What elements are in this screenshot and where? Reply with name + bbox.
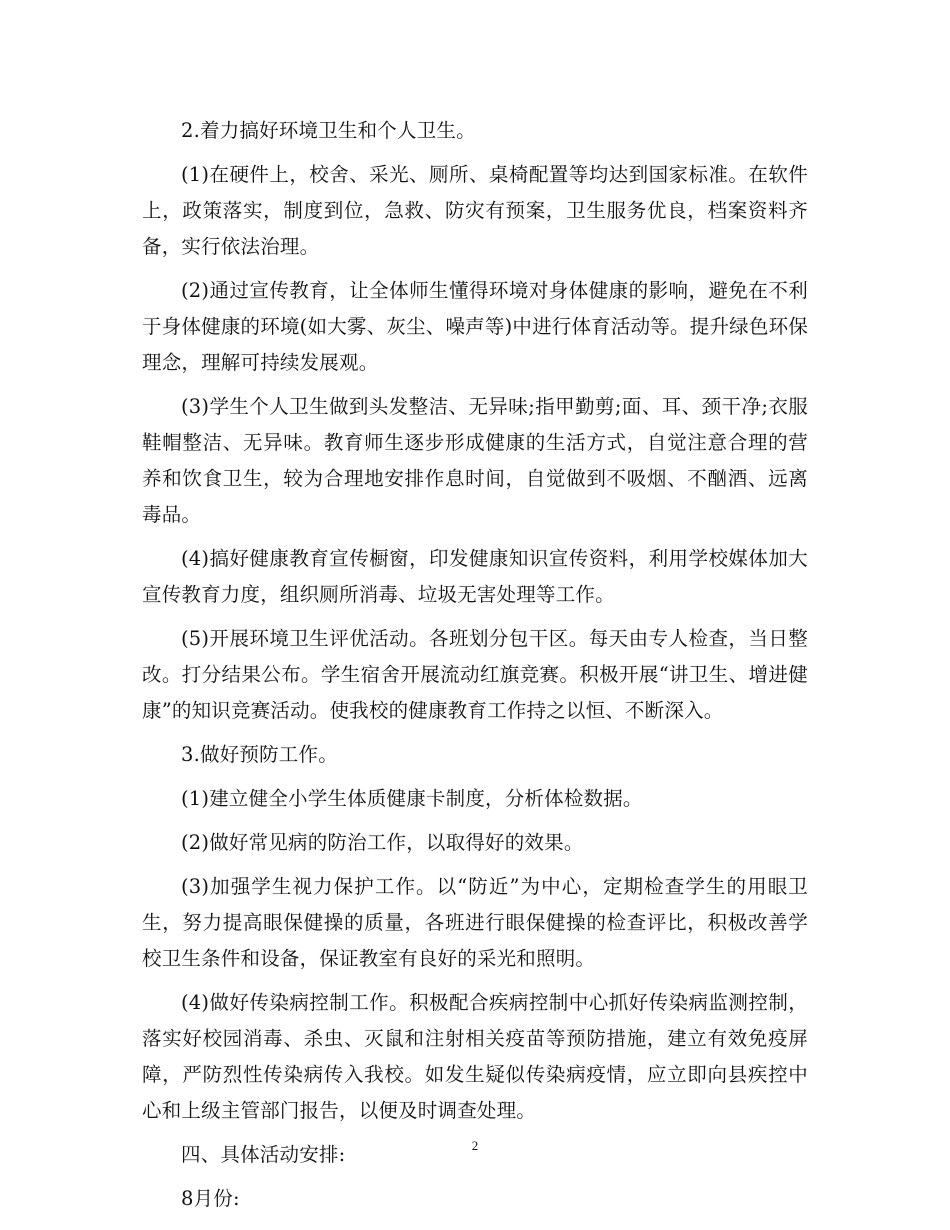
section-heading-4: 四、具体活动安排: <box>181 1143 346 1166</box>
paragraph-2-5: (5)开展环境卫生评优活动。各班划分包干区。每天由专人检查，当日整改。打分结果公布。学生宿舍开展流动红旗竞赛。积极开展“讲卫生、增进健康”的知识竞赛活动。使我校的健康教育工作持之以恒、不断深入。 <box>142 627 808 722</box>
paragraph-3-4: (4)做好传染病控制工作。积极配合疾病控制中心抓好传染病监测控制，落实好校园消毒、杀虫、灭鼠和注射相关疫苗等预防措施，建立有效免疫屏障，严防烈性传染病传入我校。如发生疑似传染病疫情，应立即向县疾控中心和上级主管部门报告，以便及时调查处理。 <box>142 991 808 1122</box>
heading-item-2: 2.着力搞好环境卫生和个人卫生。 <box>181 119 476 142</box>
paragraph-2-3: (3)学生个人卫生做到头发整洁、无异味;指甲勤剪;面、耳、颈干净;衣服鞋帽整洁、无异味。教育师生逐步形成健康的生活方式，自觉注意合理的营养和饮食卫生，较为合理地安排作息时间，自觉做到不吸烟、不酗酒、远离毒品。 <box>142 395 808 526</box>
heading-item-3: 3.做好预防工作。 <box>181 743 338 766</box>
paragraph-2-4: (4)搞好健康教育宣传橱窗，印发健康知识宣传资料，利用学校媒体加大宣传教育力度，组织厕所消毒、垃圾无害处理等工作。 <box>142 547 808 606</box>
paragraph-2-1: (1)在硬件上，校舍、采光、厕所、桌椅配置等均达到国家标准。在软件上，政策落实，制度到位，急救、防灾有预案，卫生服务优良，档案资料齐备，实行依法治理。 <box>142 163 808 258</box>
document-body <box>142 113 808 1225</box>
page-number: 2 <box>471 1138 479 1153</box>
paragraph-3-2: (2)做好常见病的防治工作，以取得好的效果。 <box>181 831 584 854</box>
paragraph-3-1: (1)建立健全小学生体质健康卡制度，分析体检数据。 <box>181 787 643 810</box>
paragraph-2-2: (2)通过宣传教育，让全体师生懂得环境对身体健康的影响，避免在不利于身体健康的环境(如大雾、灰尘、噪声等)中进行体育活动等。提升绿色环保理念，理解可持续发展观。 <box>142 279 808 374</box>
month-label: 8月份: <box>181 1187 240 1210</box>
paragraph-3-3: (3)加强学生视力保护工作。以“防近”为中心，定期检查学生的用眼卫生，努力提高眼保健操的质量，各班进行眼保健操的检查评比，积极改善学校卫生条件和设备，保证教室有良好的采光和照明。 <box>142 875 808 970</box>
